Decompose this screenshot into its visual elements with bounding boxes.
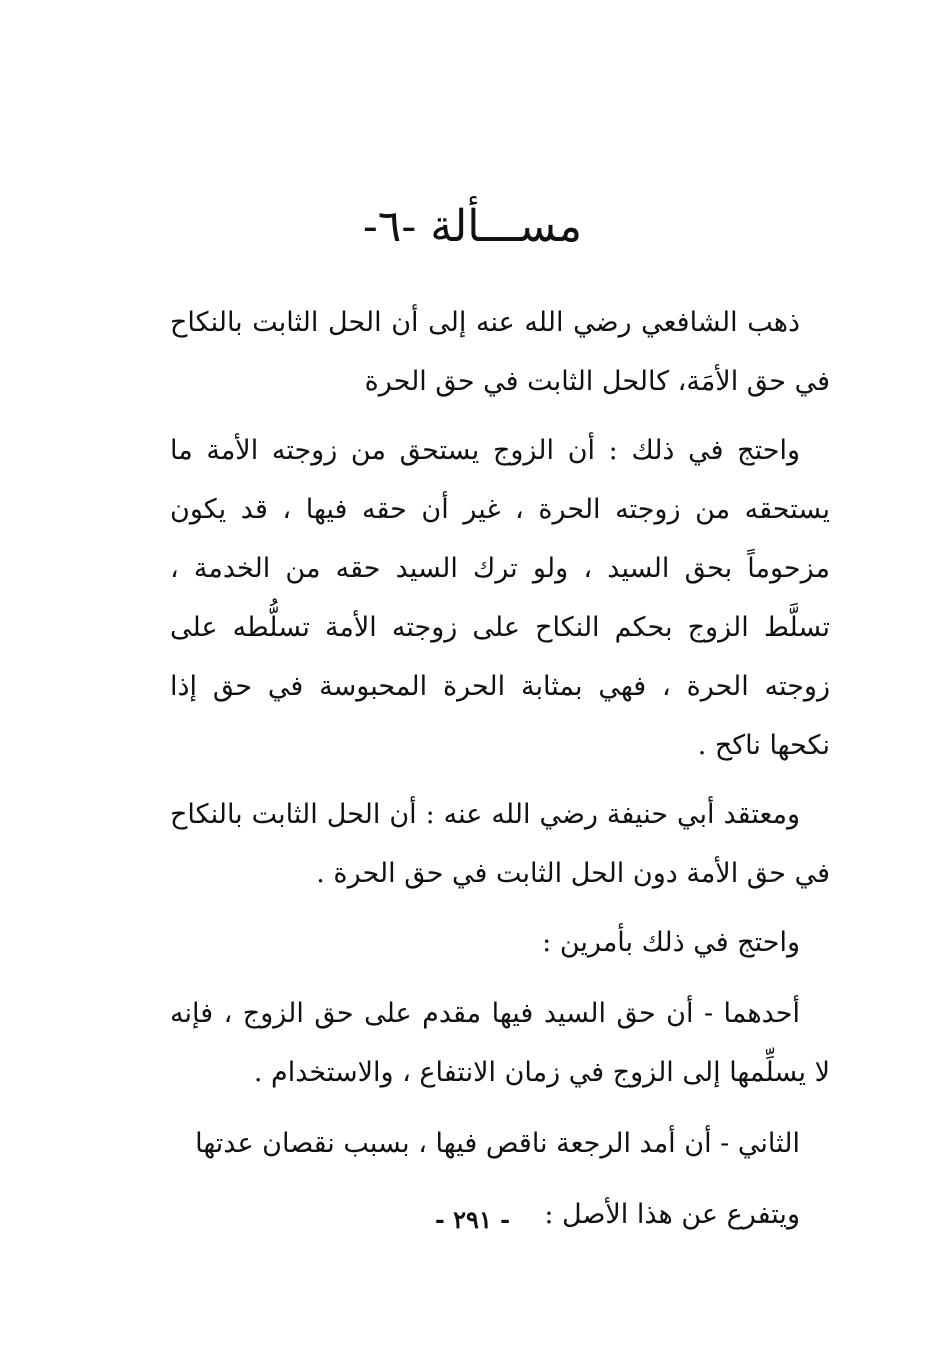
paragraph-shafii-opinion: ذهب الشافعي رضي الله عنه إلى أن الحل الثابت بالنكاح في حق الأمَة، كالحل الثابت في حق الحرة (170, 307, 830, 397)
paragraph-second-reason: الثاني - أن أمد الرجعة ناقص فيها ، بسبب نقصان عدتها (195, 1128, 800, 1159)
paragraph-first-reason: أحدهما - أن حق السيد فيها مقدم على حق الزوج ، فإنه لا يسلِّمها إلى الزوج في زمان الانتفاع ، والاستخدام . (170, 998, 830, 1088)
paragraph-abu-hanifa-opinion: ومعتقد أبي حنيفة رضي الله عنه : أن الحل الثابت بالنكاح في حق الأمة دون الحل الثابت في حق الحرة . (170, 799, 830, 889)
paragraph-branches-intro: ويتفرع عن هذا الأصل : (544, 1199, 800, 1230)
paragraph-shafii-argument: واحتج في ذلك : أن الزوج يستحق من زوجته الأمة ما يستحقه من زوجته الحرة ، غير أن حقه فيها ، قد يكون مزحوماً بحق السيد ، ولو ترك السيد حقه من الخدمة ، تسلَّط الزوج بحكم النكاح على زوجته الأمة تسلُّطه على زوجته الحرة ، فهي بمثابة الحرة المحبوسة في حق إذا نكحها ناكح . (170, 435, 830, 761)
paragraph-abu-hanifa-argument: واحتج في ذلك بأمرين : (542, 927, 800, 958)
body-text (170, 293, 830, 1250)
section-title: مســـألة -٦- (362, 201, 583, 252)
page-number: - ٢٩١ - (434, 1205, 511, 1234)
